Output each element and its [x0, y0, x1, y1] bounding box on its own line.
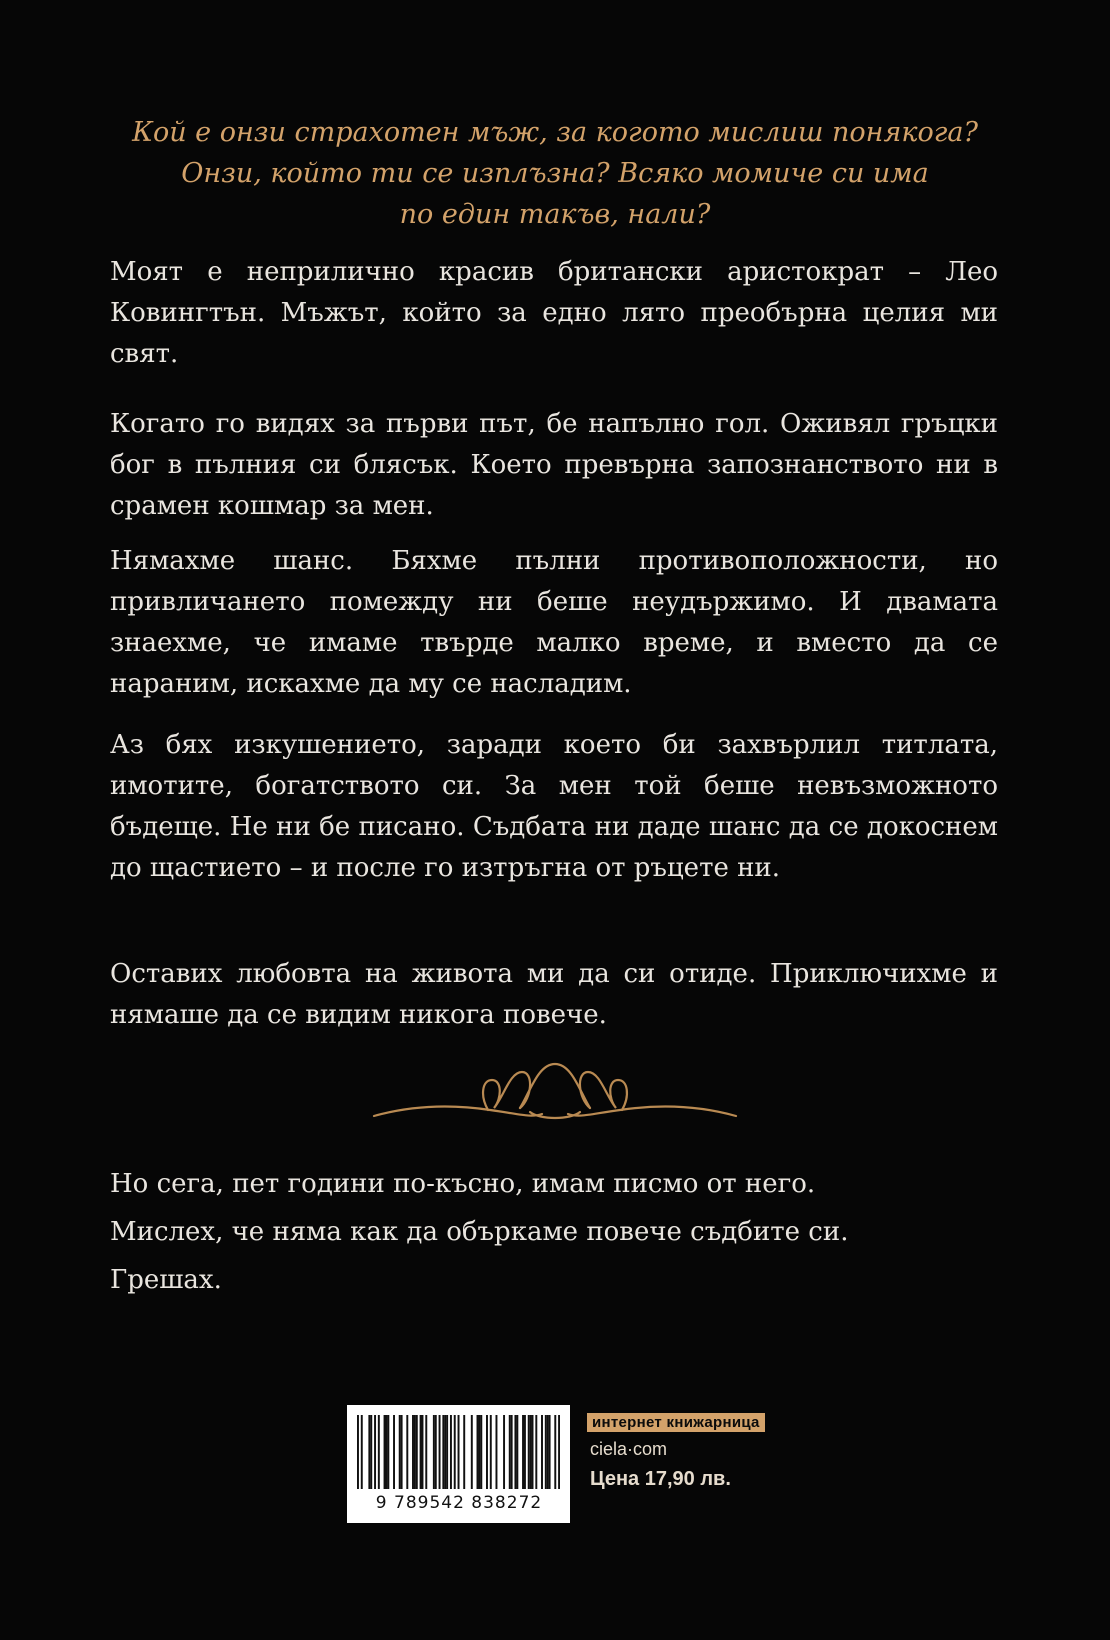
- barcode-bar: [514, 1415, 516, 1489]
- barcode-bar: [433, 1415, 435, 1489]
- barcode-bar: [425, 1415, 427, 1489]
- barcode-bar: [478, 1415, 480, 1489]
- barcode-bar: [463, 1415, 465, 1489]
- barcode-bar: [446, 1415, 448, 1489]
- barcode-bar: [450, 1415, 452, 1489]
- barcode-bar: [422, 1415, 424, 1489]
- barcode-bar: [524, 1415, 526, 1489]
- isbn-number: 9 789542 838272: [375, 1493, 543, 1513]
- barcode-bar: [374, 1415, 376, 1489]
- barcode-bar: [509, 1415, 511, 1489]
- barcode-bar: [414, 1415, 416, 1489]
- barcode-bar: [412, 1415, 414, 1489]
- barcode-bar: [416, 1415, 418, 1489]
- blurb-paragraph: Аз бях изкушението, заради което би захвърлил титлата, имотите, богатството си. За мен той беше невъзможното бъдеще. Не ни бе писано. Съдбата ни даде шанс да се докоснем до щастието – и после го изтръгна от ръцете ни.: [110, 730, 998, 883]
- barcode-bar: [378, 1415, 380, 1489]
- barcode-bar: [558, 1415, 560, 1489]
- barcode-bar: [387, 1415, 389, 1489]
- tagline-line: Кой е онзи страхотен мъж, за когото мислиш понякога?: [132, 117, 978, 148]
- tagline-line: Онзи, който ти се изплъзна? Всяко момиче си има: [181, 158, 929, 189]
- barcode-bar: [495, 1415, 497, 1489]
- barcode-bar: [458, 1415, 460, 1489]
- barcode-bar: [547, 1415, 549, 1489]
- barcode-bar: [522, 1415, 524, 1489]
- tagline: [110, 112, 1000, 235]
- isbn-barcode: [347, 1405, 570, 1523]
- barcode-bar: [480, 1415, 482, 1489]
- barcode-bar: [471, 1415, 473, 1489]
- barcode-bar: [503, 1415, 505, 1489]
- barcode-bar: [528, 1415, 530, 1489]
- barcode-bar: [490, 1415, 492, 1489]
- blurb-paragraph: Моят е неприлично красив британски аристократ – Лео Ковингтън. Мъжът, който за едно лято преобърна целия ми свят.: [110, 257, 998, 369]
- barcode-bar: [554, 1415, 556, 1489]
- store-website: ciela·com: [590, 1439, 668, 1459]
- barcode-bar: [385, 1415, 387, 1489]
- barcode-bar: [357, 1415, 359, 1489]
- barcode-bar: [454, 1415, 456, 1489]
- closing-line: Мислех, че няма как да объркаме повече съдбите си.: [110, 1217, 849, 1247]
- barcode-bar: [399, 1415, 401, 1489]
- barcode-bar: [511, 1415, 513, 1489]
- tagline-line: по един такъв, нали?: [399, 199, 711, 230]
- barcode-bar: [442, 1415, 444, 1489]
- barcode-bar: [486, 1415, 488, 1489]
- flourish-divider-icon: [370, 1056, 740, 1134]
- barcode-bar: [444, 1415, 446, 1489]
- barcode-bar: [549, 1415, 551, 1489]
- barcode-bars: [357, 1415, 560, 1489]
- barcode-bar: [384, 1415, 386, 1489]
- price-label: Цена 17,90 лв.: [590, 1468, 731, 1490]
- closing-line: Но сега, пет години по-късно, имам писмо от него.: [110, 1169, 816, 1199]
- barcode-bar: [406, 1415, 408, 1489]
- barcode-bar: [435, 1415, 437, 1489]
- barcode-bar: [545, 1415, 547, 1489]
- barcode-bar: [477, 1415, 479, 1489]
- blurb-paragraph: Когато го видях за първи път, бе напълно гол. Оживял гръцки бог в пълния си блясък. Което превърна запознанството ни в срамен кошмар за мен.: [110, 409, 998, 521]
- barcode-bar: [401, 1415, 403, 1489]
- barcode-bar: [530, 1415, 532, 1489]
- store-label: интернет книжарница: [587, 1413, 765, 1432]
- barcode-bar: [370, 1415, 372, 1489]
- barcode-bar: [361, 1415, 363, 1489]
- blurb-paragraph: Оставих любовта на живота ми да си отиде. Приключихме и нямаше да се видим никога повече.: [110, 959, 998, 1030]
- barcode-bar: [535, 1415, 537, 1489]
- barcode-bar: [532, 1415, 534, 1489]
- barcode-bar: [439, 1415, 441, 1489]
- barcode-bar: [516, 1415, 518, 1489]
- barcode-bar: [393, 1415, 395, 1489]
- barcode-bar: [420, 1415, 422, 1489]
- closing-line: Грешах.: [110, 1265, 222, 1295]
- barcode-bar: [368, 1415, 370, 1489]
- blurb-paragraph: Нямахме шанс. Бяхме пълни противоположности, но привличането помежду ни беше неудържимо. И двамата знаехме, че имаме твърде малко време, и вместо да се нараним, искахме да му се насладим.: [110, 546, 998, 699]
- barcode-bar: [541, 1415, 543, 1489]
